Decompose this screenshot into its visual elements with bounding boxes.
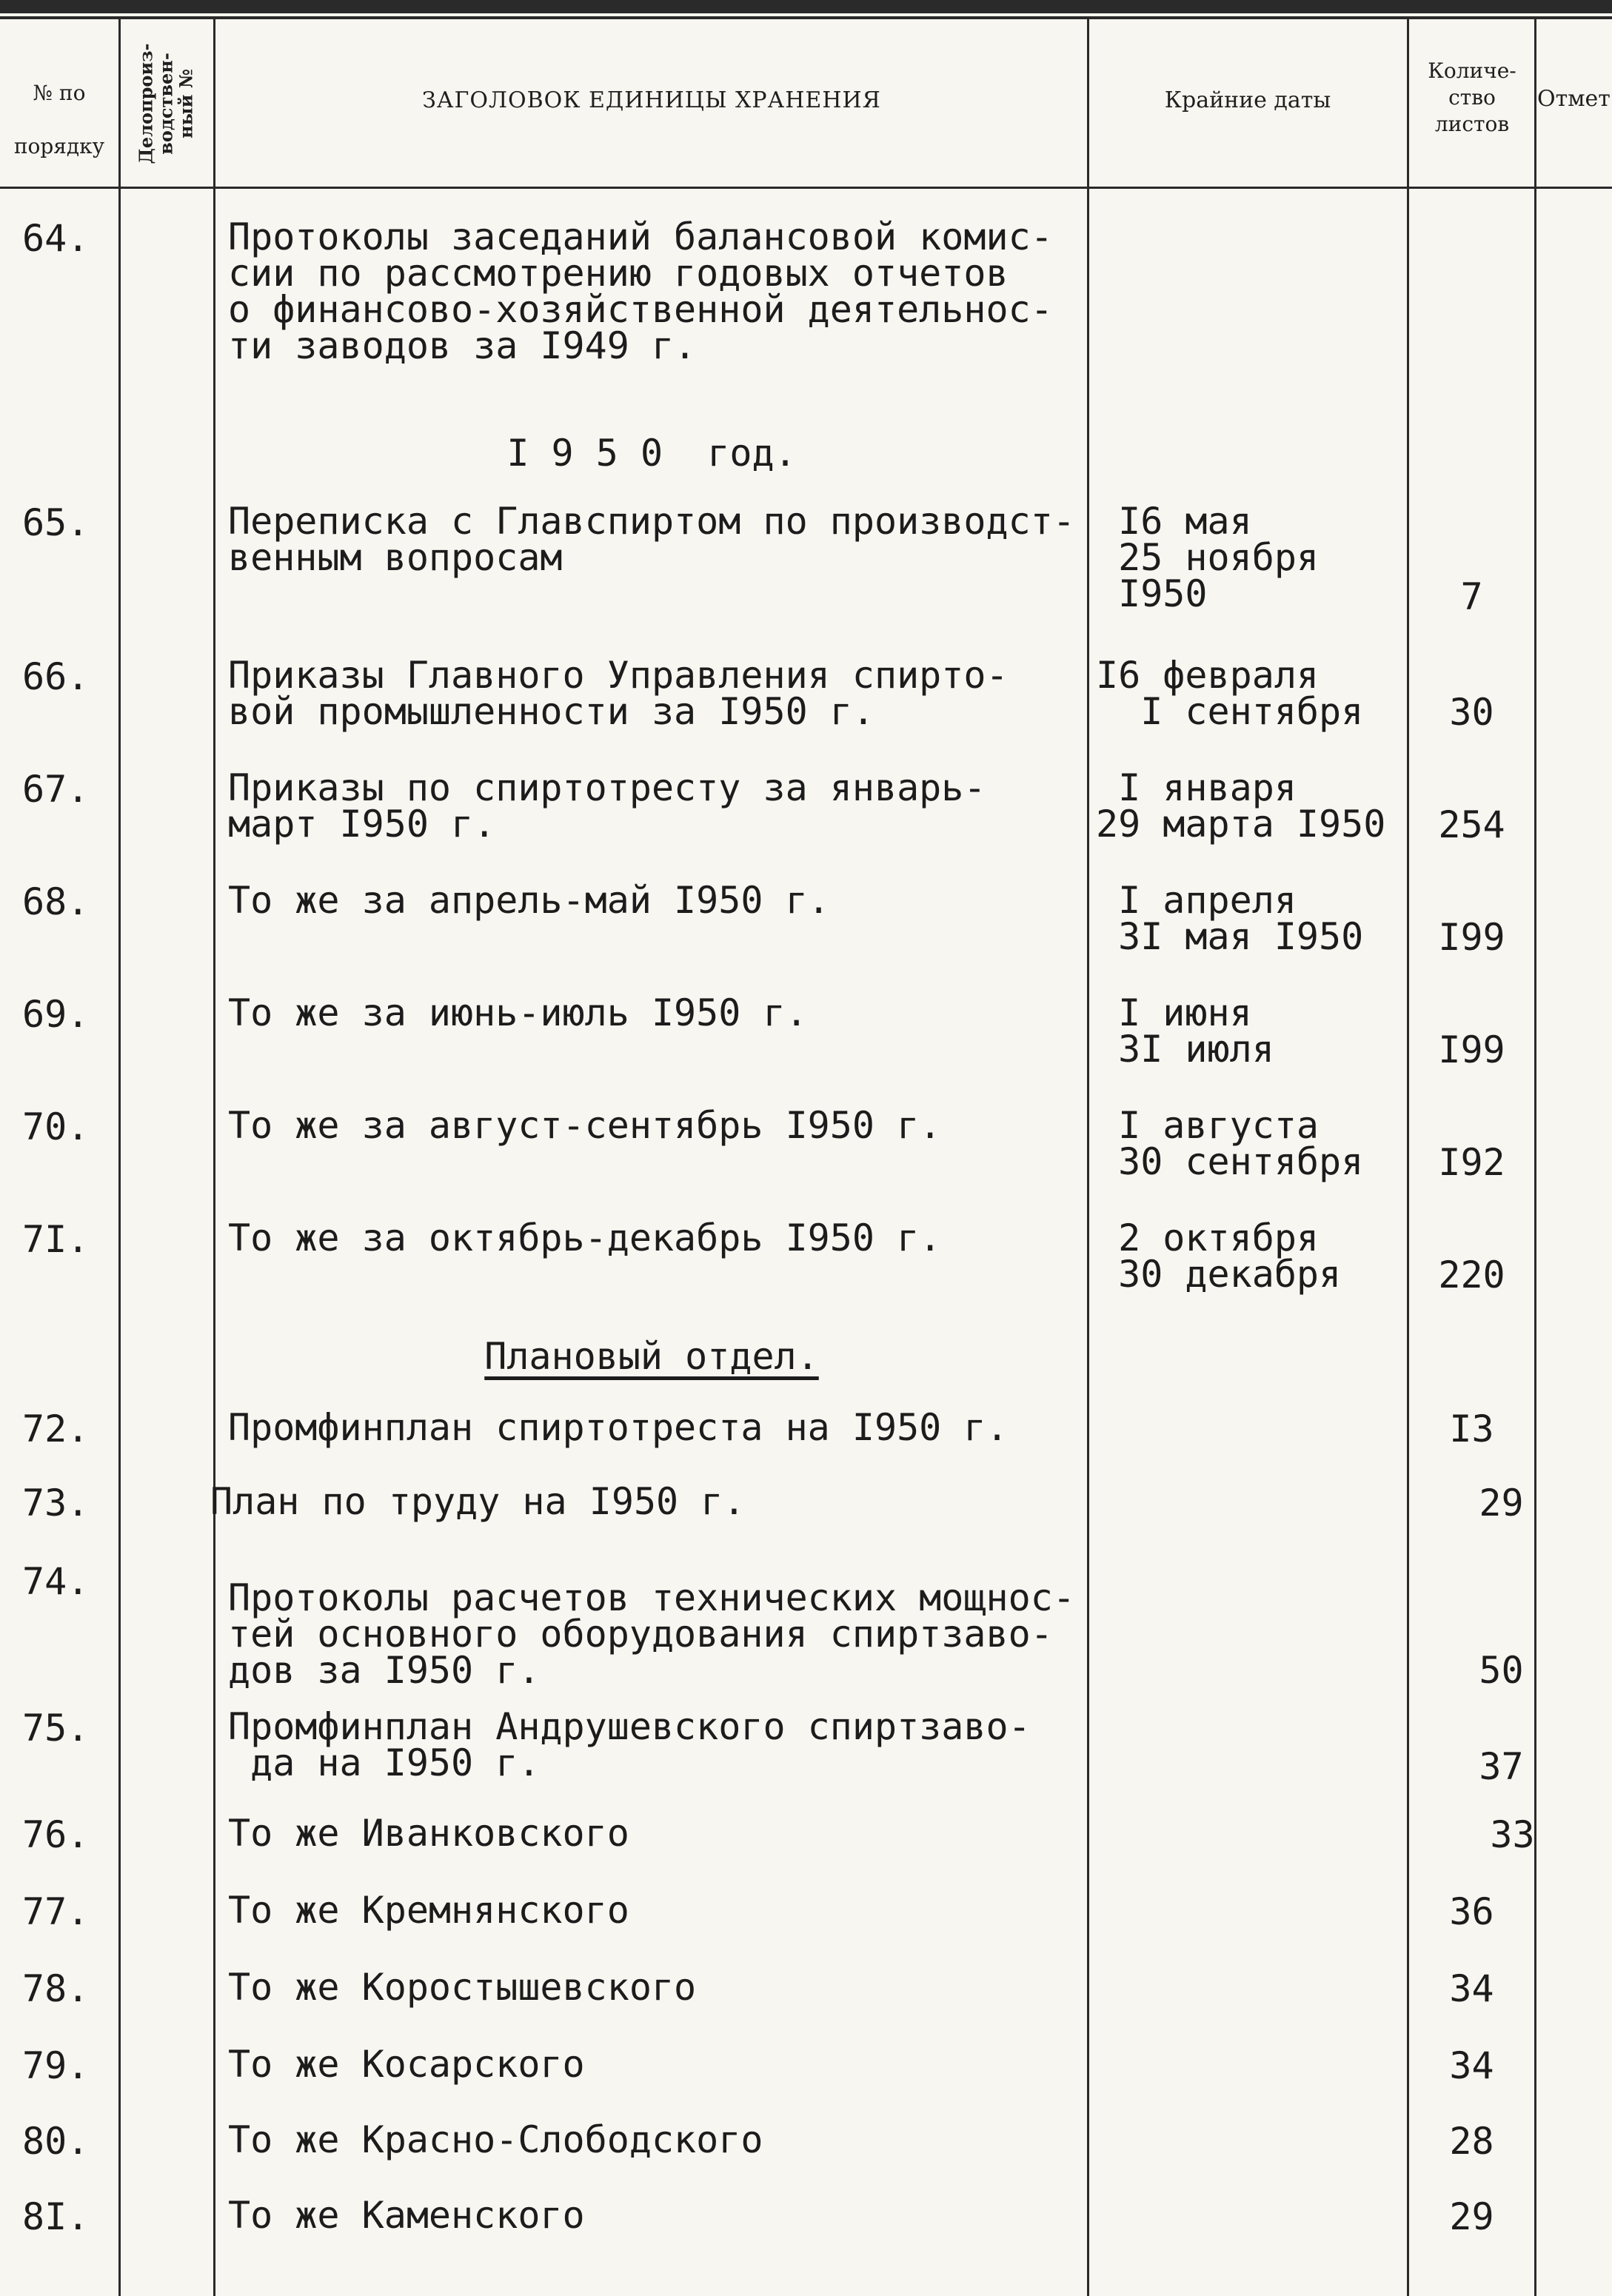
- row-title: Протоколы заседаний балансовой комис- сии по рассмотрению годовых отчетов о финансово-хозяйственной деятельнос- ти заводов за I949 г.: [228, 215, 1053, 367]
- header-col-mark: Отмет: [1537, 86, 1611, 112]
- row-title: Промфинплан Андрушевского спиртзаво- да на I950 г.: [228, 1705, 1031, 1784]
- section-planning-text: Плановый отдел.: [484, 1335, 819, 1378]
- header-col-del-text: Делопроиз- водствен- ный №: [135, 43, 197, 164]
- row-title: То же за июнь-июль I950 г.: [228, 991, 808, 1034]
- header-col-no: [0, 67, 118, 173]
- row-dates: 2 октября 30 декабря: [1118, 1216, 1342, 1296]
- row-number: 68.: [22, 880, 90, 923]
- row-title: То же за август-сентябрь I950 г.: [228, 1104, 942, 1147]
- row-dates: I января 29 марта I950: [1096, 766, 1386, 846]
- row-count: 50: [1479, 1649, 1524, 1692]
- column-divider-count: [1534, 19, 1536, 2296]
- row-count: 254: [1438, 803, 1505, 846]
- row-number: 76.: [22, 1813, 90, 1856]
- top-border-line: [0, 16, 1612, 19]
- top-border-band: [0, 0, 1612, 13]
- row-count: 36: [1449, 1890, 1494, 1933]
- row-number: 74.: [22, 1560, 90, 1603]
- row-title: То же за октябрь-декабрь I950 г.: [228, 1216, 942, 1259]
- row-title: То же Коростышевского: [228, 1966, 697, 2009]
- section-planning-heading: [215, 1337, 1088, 1376]
- row-number: 67.: [22, 768, 90, 811]
- row-dates: I июня 3I июля: [1118, 991, 1274, 1071]
- section-year-heading: [215, 432, 1088, 475]
- row-number: 78.: [22, 1967, 90, 2010]
- row-count: 30: [1449, 691, 1494, 734]
- header-col-del: [117, 22, 215, 185]
- row-title: То же Кремнянского: [228, 1889, 629, 1932]
- row-count: 33: [1490, 1813, 1535, 1856]
- row-count: 220: [1438, 1254, 1505, 1296]
- row-title: Приказы Главного Управления спирто- вой промышленности за I950 г.: [228, 654, 1009, 733]
- row-title: Приказы по спиртотресту за январь- март I950 г.: [228, 766, 986, 846]
- section-year-text: I 9 5 0 год.: [506, 432, 797, 475]
- header-bottom-border: [0, 187, 1612, 189]
- row-dates: I августа 30 сентября: [1118, 1104, 1364, 1183]
- row-count: 28: [1449, 2120, 1494, 2163]
- row-title: То же Красно-Слободского: [228, 2118, 763, 2161]
- row-title: То же Каменского: [228, 2194, 585, 2237]
- row-dates: I апреля 3I мая I950: [1118, 879, 1364, 958]
- row-title: Протоколы расчетов технических мощнос- тей основного оборудования спиртзаво- дов за I950 г.: [228, 1576, 1075, 1692]
- row-number: 8I.: [22, 2195, 90, 2238]
- row-number: 65.: [22, 501, 90, 544]
- header-col-title: ЗАГОЛОВОК ЕДИНИЦЫ ХРАНЕНИЯ: [422, 87, 881, 113]
- column-divider-del: [213, 19, 215, 2296]
- row-number: 79.: [22, 2044, 90, 2087]
- row-count: 29: [1449, 2195, 1494, 2238]
- row-number: 73.: [22, 1482, 90, 1524]
- header-col-count: [1408, 58, 1536, 138]
- row-count: 29: [1479, 1482, 1524, 1524]
- row-number: 66.: [22, 655, 90, 698]
- row-count: I92: [1438, 1141, 1505, 1184]
- header-col-dates: Крайние даты: [1164, 87, 1331, 113]
- row-count: 37: [1479, 1745, 1524, 1788]
- row-title: То же Косарского: [228, 2043, 585, 2086]
- row-count: I99: [1438, 1028, 1505, 1071]
- column-divider-no: [118, 19, 121, 2296]
- row-number: 64.: [22, 217, 90, 260]
- row-dates: I6 февраля I сентября: [1096, 654, 1364, 733]
- column-divider-dates: [1407, 19, 1409, 2296]
- row-number: 75.: [22, 1707, 90, 1750]
- row-number: 7I.: [22, 1218, 90, 1261]
- row-number: 77.: [22, 1890, 90, 1933]
- row-dates: I6 мая 25 ноября I950: [1118, 500, 1320, 615]
- row-count: I3: [1449, 1408, 1494, 1450]
- row-count: 34: [1449, 2044, 1494, 2087]
- header-col-count-text: Количе- ство листов: [1428, 58, 1516, 136]
- row-number: 69.: [22, 993, 90, 1036]
- row-count: I99: [1438, 916, 1505, 959]
- header-col-no-text: № по порядку: [13, 81, 105, 158]
- row-number: 72.: [22, 1408, 90, 1450]
- row-count: 7: [1460, 575, 1483, 618]
- row-number: 70.: [22, 1105, 90, 1148]
- row-title: План по труду на I950 г.: [210, 1480, 746, 1523]
- row-title: То же за апрель-май I950 г.: [228, 879, 830, 922]
- row-number: 80.: [22, 2120, 90, 2163]
- row-title: То же Иванковского: [228, 1812, 629, 1855]
- row-count: 34: [1449, 1967, 1494, 2010]
- row-title: Переписка с Главспиртом по производст- венным вопросам: [228, 500, 1075, 579]
- row-title: Промфинплан спиртотреста на I950 г.: [228, 1406, 1009, 1449]
